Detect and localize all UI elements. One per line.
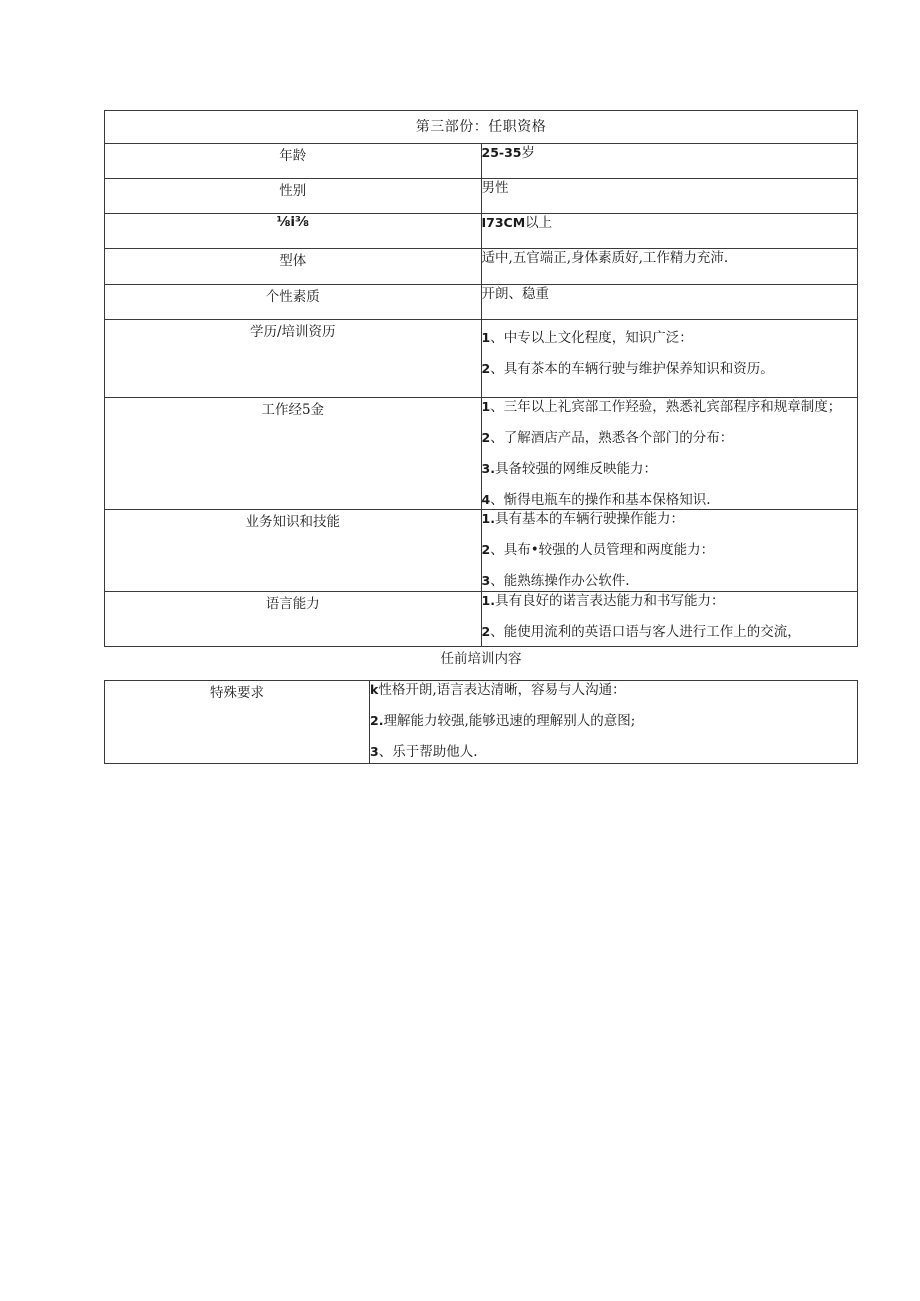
table-row	[105, 592, 858, 647]
item-number: k	[370, 682, 379, 697]
item-number: 1.	[481, 511, 495, 526]
list-item	[482, 460, 858, 478]
value-text: 男性	[481, 180, 509, 196]
item-number: 4	[481, 492, 491, 507]
item-text: 、中专以上文化程度，知识广泛：	[490, 330, 693, 346]
list-item	[482, 360, 858, 378]
item-text: 性格开朗,语言表达清晰，容易与人沟通：	[378, 682, 626, 698]
row-label-figure: 型体	[105, 249, 482, 285]
list-item	[482, 623, 858, 641]
row-label-age: 年龄	[105, 144, 482, 179]
value-text: 适中,五官端正,身体素质好,工作精力充沛.	[481, 250, 729, 266]
item-text: 、能使用流利的英语口语与客人进行工作上的交流，	[490, 624, 801, 640]
item-text: 、了解酒店产品，熟悉各个部门的分布：	[490, 430, 734, 446]
item-text: 、能熟练操作办公软件.	[490, 573, 630, 589]
list-item	[482, 329, 858, 347]
item-text: 、具布•较强的人员管理和两度能力：	[490, 542, 715, 558]
row-value-language	[481, 592, 858, 647]
table-row	[105, 214, 858, 249]
row-label-skills: 业务知识和技能	[105, 510, 482, 592]
item-text: 、惭得电瓶车的操作和基本保格知识.	[490, 492, 711, 508]
item-text: 、乐于帮助他人.	[378, 744, 478, 760]
row-label-personality: 个性素质	[105, 285, 482, 320]
item-number: 2	[481, 624, 491, 639]
list-item	[482, 398, 858, 416]
row-label-education: 学历/培训资历	[105, 320, 482, 398]
row-label-language: 语言能力	[105, 592, 482, 647]
list-item	[370, 743, 857, 761]
item-number: 3	[481, 573, 491, 588]
list-item	[482, 572, 858, 590]
item-number: 2	[481, 430, 491, 445]
item-number: 3.	[481, 461, 495, 476]
table-row	[105, 144, 858, 179]
value-number: 25-35	[481, 145, 522, 160]
row-value-height	[481, 214, 858, 249]
section-title: 第三部份：任职资格	[105, 111, 858, 144]
item-text: 理解能力较强,能够迅速的理解别人的意图;	[383, 713, 636, 729]
list-item	[482, 592, 858, 610]
qualification-table	[104, 110, 858, 647]
item-number: 2.	[370, 713, 384, 728]
table-row	[105, 681, 858, 764]
item-text: 具有基本的车辆行驶操作能力：	[494, 511, 684, 527]
row-label-special: 特殊要求	[105, 681, 370, 764]
row-value-education	[481, 320, 858, 398]
table-row	[105, 398, 858, 510]
table-row	[105, 285, 858, 320]
row-label-gender: 性别	[105, 179, 482, 214]
list-item	[370, 712, 857, 730]
row-value-gender	[481, 179, 858, 214]
qualification-sheet	[104, 110, 858, 764]
row-value-skills	[481, 510, 858, 592]
special-requirements-table	[104, 680, 858, 764]
row-value-personality	[481, 285, 858, 320]
list-item	[482, 429, 858, 447]
value-text: 开朗、稳重	[481, 286, 549, 302]
row-value-experience	[481, 398, 858, 510]
list-item	[482, 541, 858, 559]
item-number: 1	[481, 399, 491, 414]
list-item	[370, 681, 857, 699]
value-number: I73CM	[481, 215, 526, 230]
row-value-age	[481, 144, 858, 179]
list-item	[482, 491, 858, 509]
item-text: 具有良好的诺言表达能力和书写能力：	[494, 593, 725, 609]
item-number: 1.	[481, 593, 495, 608]
row-label-experience: 工作经5金	[105, 398, 482, 510]
value-text: 以上	[525, 215, 553, 231]
row-label-height: ⅛i⅜	[105, 214, 482, 249]
item-number: 1	[481, 330, 491, 345]
item-text: 、具有茶本的车辆行驶与维护保养知识和资历。	[490, 361, 774, 377]
training-caption: 任前培训内容	[440, 651, 522, 667]
section-title-row	[105, 111, 858, 144]
row-value-figure	[481, 249, 858, 285]
item-text: 、三年以上礼宾部工作羟验，熟悉礼宾部程序和规章制度；	[490, 399, 842, 415]
list-item	[482, 510, 858, 528]
item-number: 2	[481, 542, 491, 557]
item-number: 3	[370, 744, 379, 759]
table-row	[105, 179, 858, 214]
item-number: 2	[481, 361, 491, 376]
table-row	[105, 320, 858, 398]
table-row	[105, 249, 858, 285]
value-text: 岁	[521, 145, 535, 161]
row-value-special	[370, 681, 858, 764]
table-row	[105, 510, 858, 592]
item-text: 具备较强的网维反映能力：	[494, 461, 657, 477]
